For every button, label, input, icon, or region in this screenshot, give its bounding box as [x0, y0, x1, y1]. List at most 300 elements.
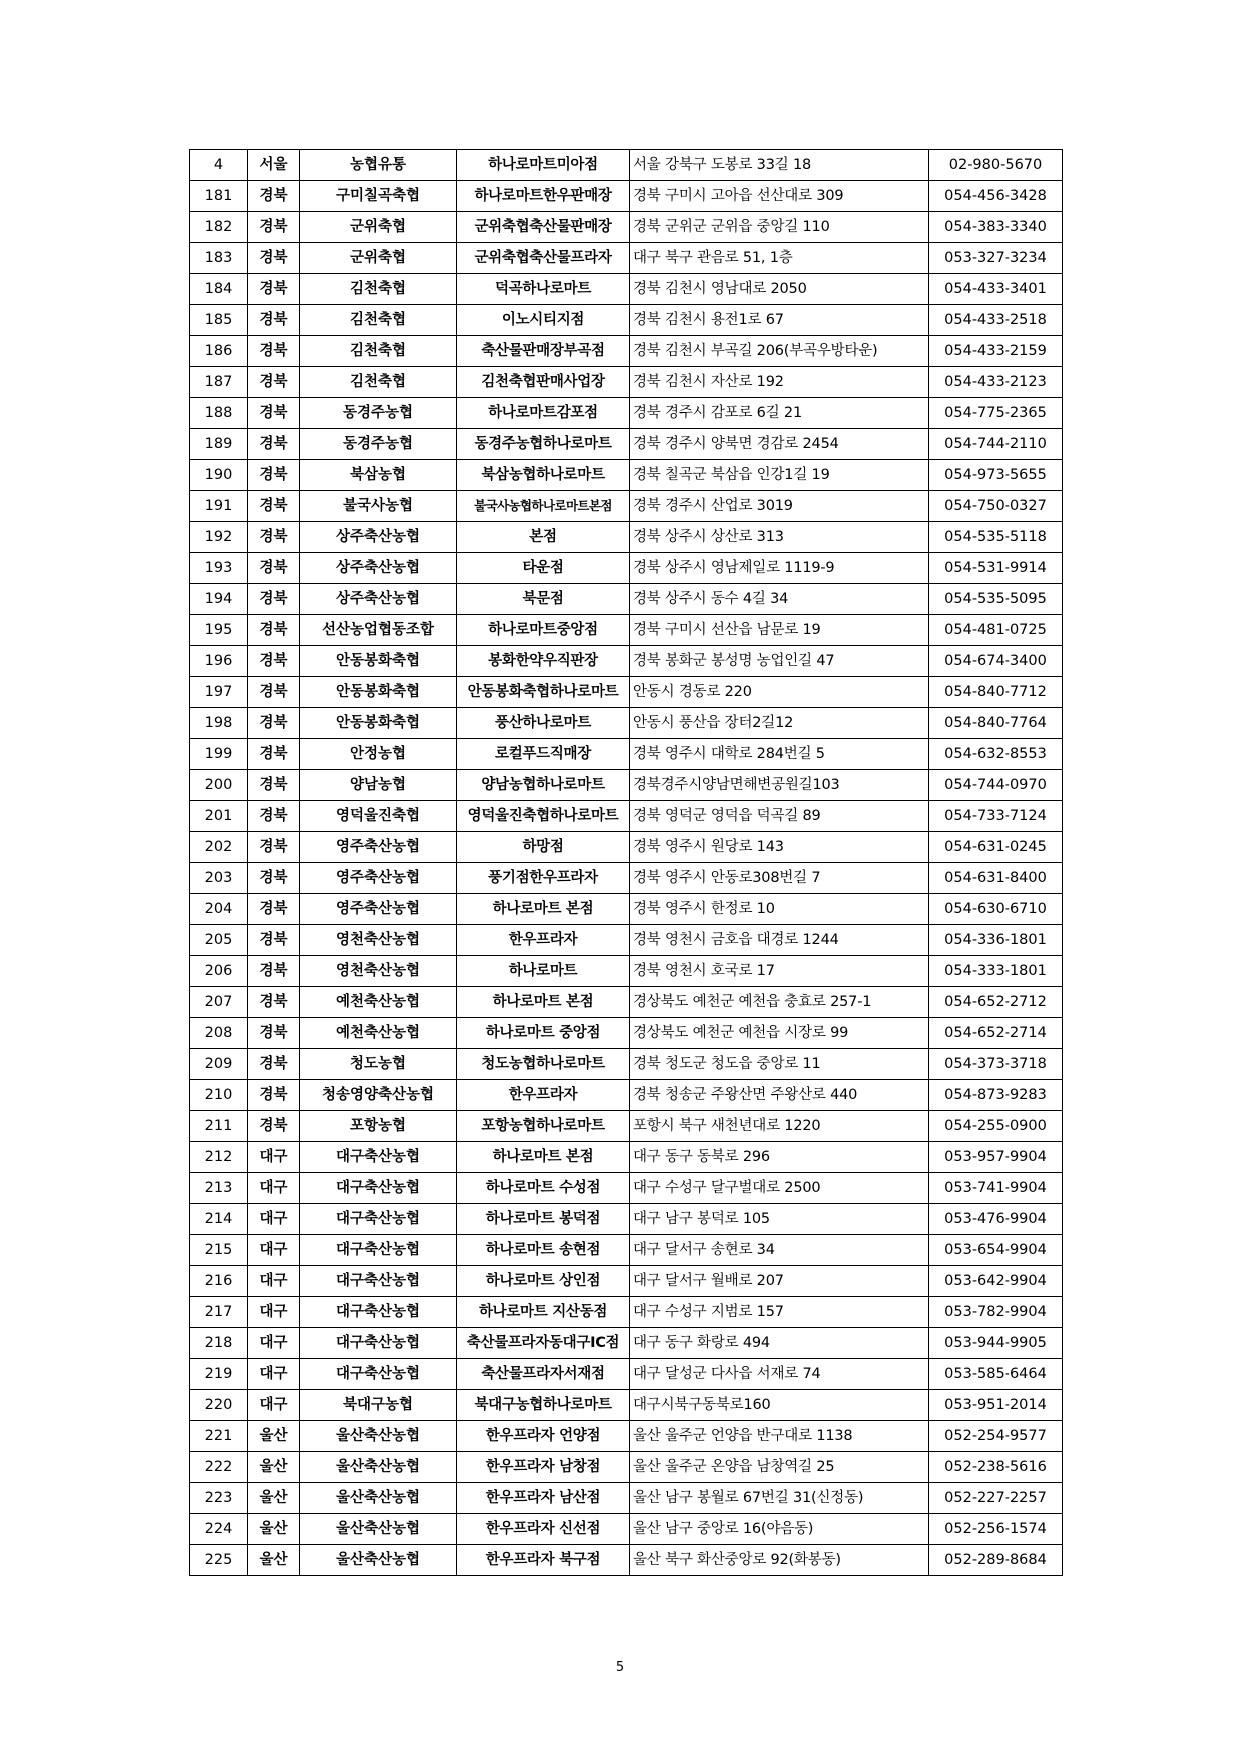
row-organization: 영천축산농협 [300, 956, 457, 987]
row-store-name: 불국사농협하나로마트본점 [457, 491, 630, 522]
row-organization: 구미칠곡축협 [300, 181, 457, 212]
row-phone: 054-456-3428 [929, 181, 1063, 212]
row-store-name: 로컬푸드직매장 [457, 739, 630, 770]
table-row [190, 1049, 1063, 1080]
row-address: 울산 북구 화산중앙로 92(화봉동) [630, 1545, 929, 1576]
table-row [190, 1080, 1063, 1111]
row-store-name: 한우프라자 [457, 925, 630, 956]
row-phone: 054-744-0970 [929, 770, 1063, 801]
row-number: 222 [190, 1452, 248, 1483]
row-organization: 군위축협 [300, 212, 457, 243]
row-phone: 053-476-9904 [929, 1204, 1063, 1235]
row-phone: 054-433-2123 [929, 367, 1063, 398]
row-organization: 상주축산농협 [300, 553, 457, 584]
row-number: 213 [190, 1173, 248, 1204]
row-region: 경북 [248, 491, 300, 522]
table-row [190, 1235, 1063, 1266]
table-row [190, 1142, 1063, 1173]
row-phone: 054-652-2714 [929, 1018, 1063, 1049]
row-region: 대구 [248, 1266, 300, 1297]
table-row [190, 460, 1063, 491]
row-region: 경북 [248, 956, 300, 987]
row-address: 경북 군위군 군위읍 중앙길 110 [630, 212, 929, 243]
row-number: 212 [190, 1142, 248, 1173]
row-region: 경북 [248, 677, 300, 708]
row-region: 대구 [248, 1204, 300, 1235]
row-phone: 052-238-5616 [929, 1452, 1063, 1483]
row-phone: 054-433-3401 [929, 274, 1063, 305]
row-store-name: 하나로마트 수성점 [457, 1173, 630, 1204]
table-row [190, 677, 1063, 708]
row-number: 188 [190, 398, 248, 429]
row-organization: 김천축협 [300, 305, 457, 336]
row-phone: 052-289-8684 [929, 1545, 1063, 1576]
table-row [190, 1018, 1063, 1049]
row-region: 대구 [248, 1142, 300, 1173]
row-region: 대구 [248, 1173, 300, 1204]
row-region: 경북 [248, 1018, 300, 1049]
row-address: 경북 영덕군 영덕읍 덕곡길 89 [630, 801, 929, 832]
row-region: 경북 [248, 367, 300, 398]
row-region: 경북 [248, 212, 300, 243]
row-region: 서울 [248, 150, 300, 181]
row-number: 191 [190, 491, 248, 522]
table-row [190, 1266, 1063, 1297]
row-store-name: 한우프라자 북구점 [457, 1545, 630, 1576]
row-region: 경북 [248, 770, 300, 801]
row-phone: 054-630-6710 [929, 894, 1063, 925]
row-number: 184 [190, 274, 248, 305]
row-organization: 안동봉화축협 [300, 708, 457, 739]
row-region: 대구 [248, 1235, 300, 1266]
table-row [190, 708, 1063, 739]
row-number: 189 [190, 429, 248, 460]
row-number: 225 [190, 1545, 248, 1576]
row-store-name: 한우프라자 신선점 [457, 1514, 630, 1545]
row-region: 경북 [248, 708, 300, 739]
row-number: 197 [190, 677, 248, 708]
row-number: 207 [190, 987, 248, 1018]
row-number: 215 [190, 1235, 248, 1266]
row-address: 경북 칠곡군 북삼읍 인강1길 19 [630, 460, 929, 491]
row-region: 경북 [248, 615, 300, 646]
row-phone: 052-254-9577 [929, 1421, 1063, 1452]
row-number: 219 [190, 1359, 248, 1390]
row-phone: 054-840-7712 [929, 677, 1063, 708]
row-store-name: 축산물판매장부곡점 [457, 336, 630, 367]
row-store-name: 김천축협판매사업장 [457, 367, 630, 398]
table-row [190, 739, 1063, 770]
row-address: 경북 경주시 양북면 경감로 2454 [630, 429, 929, 460]
row-organization: 농협유통 [300, 150, 457, 181]
row-region: 울산 [248, 1421, 300, 1452]
row-store-name: 하나로마트 중앙점 [457, 1018, 630, 1049]
row-address: 대구 달서구 송현로 34 [630, 1235, 929, 1266]
row-store-name: 북대구농협하나로마트 [457, 1390, 630, 1421]
row-phone: 053-951-2014 [929, 1390, 1063, 1421]
row-phone: 054-775-2365 [929, 398, 1063, 429]
row-number: 202 [190, 832, 248, 863]
table-row [190, 646, 1063, 677]
row-store-name: 하나로마트 본점 [457, 987, 630, 1018]
row-number: 204 [190, 894, 248, 925]
row-phone: 054-973-5655 [929, 460, 1063, 491]
table-row [190, 1204, 1063, 1235]
row-address: 경북 상주시 영남제일로 1119-9 [630, 553, 929, 584]
row-store-name: 하나로마트 봉덕점 [457, 1204, 630, 1235]
row-phone: 053-741-9904 [929, 1173, 1063, 1204]
row-phone: 053-585-6464 [929, 1359, 1063, 1390]
row-organization: 김천축협 [300, 367, 457, 398]
row-address: 경북 구미시 고아읍 선산대로 309 [630, 181, 929, 212]
row-organization: 상주축산농협 [300, 584, 457, 615]
row-region: 경북 [248, 1111, 300, 1142]
row-phone: 054-744-2110 [929, 429, 1063, 460]
row-address: 대구 북구 관음로 51, 1층 [630, 243, 929, 274]
row-organization: 포항농협 [300, 1111, 457, 1142]
row-region: 경북 [248, 584, 300, 615]
row-organization: 영주축산농협 [300, 863, 457, 894]
row-number: 182 [190, 212, 248, 243]
row-number: 187 [190, 367, 248, 398]
row-phone: 054-750-0327 [929, 491, 1063, 522]
row-region: 경북 [248, 646, 300, 677]
row-organization: 영주축산농협 [300, 832, 457, 863]
row-phone: 054-840-7764 [929, 708, 1063, 739]
row-phone: 053-944-9905 [929, 1328, 1063, 1359]
table-row [190, 894, 1063, 925]
row-store-name: 하나로마트 본점 [457, 894, 630, 925]
row-organization: 안정농협 [300, 739, 457, 770]
row-address: 경북 경주시 산업로 3019 [630, 491, 929, 522]
table-row [190, 863, 1063, 894]
table-row [190, 956, 1063, 987]
row-number: 198 [190, 708, 248, 739]
row-address: 경북 상주시 동수 4길 34 [630, 584, 929, 615]
row-phone: 054-433-2518 [929, 305, 1063, 336]
row-phone: 054-652-2712 [929, 987, 1063, 1018]
row-address: 경북 영천시 호국로 17 [630, 956, 929, 987]
row-number: 196 [190, 646, 248, 677]
row-address: 서울 강북구 도봉로 33길 18 [630, 150, 929, 181]
row-number: 221 [190, 1421, 248, 1452]
row-phone: 053-957-9904 [929, 1142, 1063, 1173]
row-store-name: 양남농협하나로마트 [457, 770, 630, 801]
row-number: 185 [190, 305, 248, 336]
row-number: 220 [190, 1390, 248, 1421]
row-address: 안동시 풍산읍 장터2길12 [630, 708, 929, 739]
row-phone: 054-674-3400 [929, 646, 1063, 677]
row-store-name: 하나로마트감포점 [457, 398, 630, 429]
row-region: 울산 [248, 1514, 300, 1545]
row-phone: 053-327-3234 [929, 243, 1063, 274]
row-region: 울산 [248, 1483, 300, 1514]
row-organization: 청도농협 [300, 1049, 457, 1080]
row-address: 경북경주시양남면해변공원길103 [630, 770, 929, 801]
row-store-name: 하나로마트 [457, 956, 630, 987]
row-address: 포항시 북구 새천년대로 1220 [630, 1111, 929, 1142]
row-address: 대구 달성군 다사읍 서재로 74 [630, 1359, 929, 1390]
row-store-name: 영덕울진축협하나로마트 [457, 801, 630, 832]
row-organization: 예천축산농협 [300, 987, 457, 1018]
row-region: 대구 [248, 1390, 300, 1421]
row-address: 경북 영주시 원당로 143 [630, 832, 929, 863]
row-region: 경북 [248, 894, 300, 925]
row-address: 울산 울주군 온양읍 남창역길 25 [630, 1452, 929, 1483]
row-address: 경북 구미시 선산읍 남문로 19 [630, 615, 929, 646]
row-phone: 054-373-3718 [929, 1049, 1063, 1080]
row-organization: 영주축산농협 [300, 894, 457, 925]
row-address: 대구 수성구 지범로 157 [630, 1297, 929, 1328]
row-address: 울산 남구 중앙로 16(야음동) [630, 1514, 929, 1545]
row-phone: 053-654-9904 [929, 1235, 1063, 1266]
table-row [190, 832, 1063, 863]
row-phone: 053-642-9904 [929, 1266, 1063, 1297]
row-region: 경북 [248, 863, 300, 894]
row-store-name: 본점 [457, 522, 630, 553]
table-row [190, 1514, 1063, 1545]
row-phone: 054-631-0245 [929, 832, 1063, 863]
row-region: 경북 [248, 801, 300, 832]
row-phone: 054-333-1801 [929, 956, 1063, 987]
row-region: 경북 [248, 1080, 300, 1111]
row-store-name: 타운점 [457, 553, 630, 584]
row-address: 경북 김천시 영남대로 2050 [630, 274, 929, 305]
row-number: 206 [190, 956, 248, 987]
row-number: 199 [190, 739, 248, 770]
table-row [190, 429, 1063, 460]
row-store-name: 풍기점한우프라자 [457, 863, 630, 894]
row-address: 경북 영천시 금호읍 대경로 1244 [630, 925, 929, 956]
row-region: 경북 [248, 181, 300, 212]
row-store-name: 한우프라자 [457, 1080, 630, 1111]
row-number: 214 [190, 1204, 248, 1235]
table-row [190, 1452, 1063, 1483]
table-row [190, 522, 1063, 553]
row-number: 209 [190, 1049, 248, 1080]
row-region: 경북 [248, 832, 300, 863]
row-number: 194 [190, 584, 248, 615]
row-store-name: 하망점 [457, 832, 630, 863]
row-phone: 054-383-3340 [929, 212, 1063, 243]
table-row [190, 491, 1063, 522]
row-organization: 동경주농협 [300, 398, 457, 429]
row-number: 216 [190, 1266, 248, 1297]
row-number: 192 [190, 522, 248, 553]
row-region: 경북 [248, 1049, 300, 1080]
row-store-name: 한우프라자 언양점 [457, 1421, 630, 1452]
table-row [190, 274, 1063, 305]
table-row [190, 987, 1063, 1018]
row-organization: 대구축산농협 [300, 1359, 457, 1390]
row-organization: 울산축산농협 [300, 1421, 457, 1452]
row-store-name: 이노시티지점 [457, 305, 630, 336]
row-address: 경북 김천시 용전1로 67 [630, 305, 929, 336]
row-organization: 울산축산농협 [300, 1483, 457, 1514]
row-store-name: 하나로마트 상인점 [457, 1266, 630, 1297]
row-region: 경북 [248, 522, 300, 553]
row-organization: 영덕울진축협 [300, 801, 457, 832]
row-number: 4 [190, 150, 248, 181]
row-store-name: 안동봉화축협하나로마트 [457, 677, 630, 708]
table-row [190, 615, 1063, 646]
row-address: 대구시북구동북로160 [630, 1390, 929, 1421]
row-number: 181 [190, 181, 248, 212]
table-row [190, 925, 1063, 956]
row-phone: 053-782-9904 [929, 1297, 1063, 1328]
row-store-name: 군위축협축산물프라자 [457, 243, 630, 274]
table-row [190, 305, 1063, 336]
row-address: 경북 경주시 감포로 6길 21 [630, 398, 929, 429]
row-organization: 상주축산농협 [300, 522, 457, 553]
table-row [190, 553, 1063, 584]
row-number: 210 [190, 1080, 248, 1111]
row-address: 대구 달서구 월배로 207 [630, 1266, 929, 1297]
row-address: 대구 동구 동북로 296 [630, 1142, 929, 1173]
row-address: 경북 봉화군 봉성명 농업인길 47 [630, 646, 929, 677]
table-row [190, 398, 1063, 429]
row-phone: 054-535-5095 [929, 584, 1063, 615]
row-number: 190 [190, 460, 248, 491]
row-address: 경북 청도군 청도읍 중앙로 11 [630, 1049, 929, 1080]
row-organization: 예천축산농협 [300, 1018, 457, 1049]
row-address: 경북 상주시 상산로 313 [630, 522, 929, 553]
row-address: 대구 남구 봉덕로 105 [630, 1204, 929, 1235]
row-number: 224 [190, 1514, 248, 1545]
row-number: 201 [190, 801, 248, 832]
row-address: 경북 김천시 자산로 192 [630, 367, 929, 398]
row-address: 울산 남구 봉월로 67번길 31(신정동) [630, 1483, 929, 1514]
row-number: 183 [190, 243, 248, 274]
row-region: 대구 [248, 1359, 300, 1390]
table-row [190, 181, 1063, 212]
row-store-name: 축산물프라자서재점 [457, 1359, 630, 1390]
row-number: 208 [190, 1018, 248, 1049]
table-row [190, 770, 1063, 801]
row-store-name: 동경주농협하나로마트 [457, 429, 630, 460]
row-address: 대구 수성구 달구벌대로 2500 [630, 1173, 929, 1204]
row-region: 경북 [248, 925, 300, 956]
row-region: 대구 [248, 1328, 300, 1359]
row-organization: 울산축산농협 [300, 1514, 457, 1545]
table-row [190, 584, 1063, 615]
row-organization: 동경주농협 [300, 429, 457, 460]
table-row [190, 1421, 1063, 1452]
row-organization: 군위축협 [300, 243, 457, 274]
row-phone: 054-255-0900 [929, 1111, 1063, 1142]
row-phone: 054-632-8553 [929, 739, 1063, 770]
row-address: 경북 영주시 안동로308번길 7 [630, 863, 929, 894]
table-body [190, 150, 1063, 1576]
row-phone: 054-535-5118 [929, 522, 1063, 553]
row-region: 경북 [248, 305, 300, 336]
row-region: 울산 [248, 1452, 300, 1483]
row-region: 대구 [248, 1297, 300, 1328]
table-row [190, 243, 1063, 274]
row-number: 217 [190, 1297, 248, 1328]
table-row [190, 801, 1063, 832]
row-phone: 052-227-2257 [929, 1483, 1063, 1514]
row-phone: 052-256-1574 [929, 1514, 1063, 1545]
row-organization: 대구축산농협 [300, 1266, 457, 1297]
row-address: 대구 동구 화랑로 494 [630, 1328, 929, 1359]
row-phone: 02-980-5670 [929, 150, 1063, 181]
row-number: 193 [190, 553, 248, 584]
row-store-name: 하나로마트 본점 [457, 1142, 630, 1173]
row-organization: 영천축산농협 [300, 925, 457, 956]
row-number: 223 [190, 1483, 248, 1514]
table-row [190, 367, 1063, 398]
row-region: 경북 [248, 243, 300, 274]
row-address: 안동시 경동로 220 [630, 677, 929, 708]
row-store-name: 포항농협하나로마트 [457, 1111, 630, 1142]
row-region: 경북 [248, 336, 300, 367]
row-store-name: 봉화한약우직판장 [457, 646, 630, 677]
row-organization: 안동봉화축협 [300, 646, 457, 677]
row-address: 경북 영주시 한정로 10 [630, 894, 929, 925]
page-number: 5 [615, 1660, 625, 1675]
row-region: 경북 [248, 398, 300, 429]
table-row [190, 150, 1063, 181]
table-row [190, 1111, 1063, 1142]
table-row [190, 1359, 1063, 1390]
row-number: 205 [190, 925, 248, 956]
row-organization: 안동봉화축협 [300, 677, 457, 708]
row-organization: 북대구농협 [300, 1390, 457, 1421]
row-phone: 054-631-8400 [929, 863, 1063, 894]
row-organization: 북삼농협 [300, 460, 457, 491]
row-store-name: 한우프라자 남창점 [457, 1452, 630, 1483]
row-number: 211 [190, 1111, 248, 1142]
row-address: 경북 청송군 주왕산면 주왕산로 440 [630, 1080, 929, 1111]
row-organization: 불국사농협 [300, 491, 457, 522]
row-number: 218 [190, 1328, 248, 1359]
row-organization: 대구축산농협 [300, 1297, 457, 1328]
row-phone: 054-336-1801 [929, 925, 1063, 956]
row-store-name: 북문점 [457, 584, 630, 615]
row-store-name: 청도농협하나로마트 [457, 1049, 630, 1080]
row-organization: 울산축산농협 [300, 1545, 457, 1576]
row-organization: 김천축협 [300, 274, 457, 305]
row-store-name: 하나로마트중앙점 [457, 615, 630, 646]
row-address: 경상북도 예천군 예천읍 시장로 99 [630, 1018, 929, 1049]
row-number: 195 [190, 615, 248, 646]
row-organization: 대구축산농협 [300, 1204, 457, 1235]
row-organization: 김천축협 [300, 336, 457, 367]
row-address: 경북 김천시 부곡길 206(부곡우방타운) [630, 336, 929, 367]
row-number: 203 [190, 863, 248, 894]
store-list-table [189, 149, 1063, 1576]
table-row [190, 1545, 1063, 1576]
row-region: 경북 [248, 553, 300, 584]
row-organization: 대구축산농협 [300, 1235, 457, 1266]
row-region: 경북 [248, 739, 300, 770]
row-region: 울산 [248, 1545, 300, 1576]
row-phone: 054-873-9283 [929, 1080, 1063, 1111]
row-organization: 대구축산농협 [300, 1173, 457, 1204]
row-store-name: 북삼농협하나로마트 [457, 460, 630, 491]
table-row [190, 212, 1063, 243]
row-store-name: 축산물프라자동대구IC점 [457, 1328, 630, 1359]
row-region: 경북 [248, 274, 300, 305]
row-store-name: 하나로마트 송현점 [457, 1235, 630, 1266]
row-store-name: 하나로마트한우판매장 [457, 181, 630, 212]
row-address: 경상북도 예천군 예천읍 충효로 257-1 [630, 987, 929, 1018]
row-organization: 청송영양축산농협 [300, 1080, 457, 1111]
row-phone: 054-433-2159 [929, 336, 1063, 367]
table-row [190, 1173, 1063, 1204]
row-address: 울산 울주군 언양읍 반구대로 1138 [630, 1421, 929, 1452]
